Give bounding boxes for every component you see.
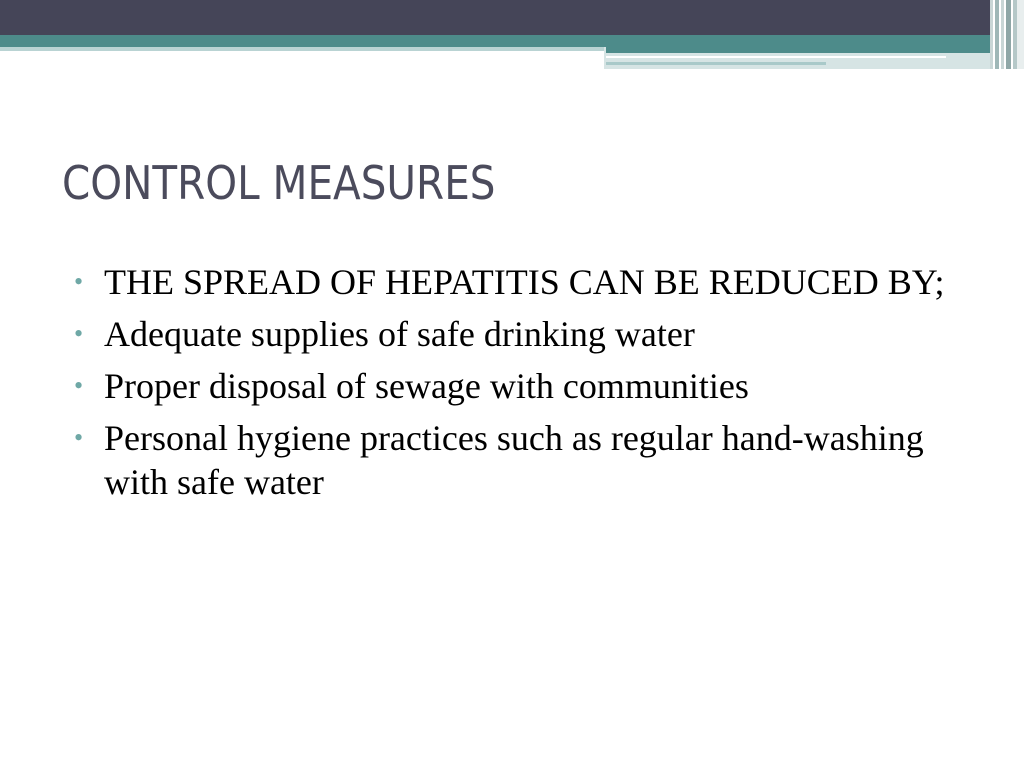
- bullet-dot-icon: •: [74, 423, 84, 452]
- bullet-text: Proper disposal of sewage with communities: [104, 366, 749, 406]
- bullet-dot-icon: •: [74, 267, 84, 296]
- bullet-item: [72, 260, 972, 304]
- bullet-text: Personal hygiene practices such as regular hand-washing with safe water: [104, 418, 924, 502]
- bullet-item: [72, 312, 972, 356]
- header-right-tab-band: [606, 47, 1024, 53]
- bullet-item: [72, 364, 972, 408]
- bullet-text: THE SPREAD OF HEPATITIS CAN BE REDUCED BY;: [104, 262, 945, 302]
- bullet-item: [72, 416, 972, 504]
- bullet-dot-icon: •: [74, 371, 84, 400]
- header-teal-band: [0, 35, 1024, 47]
- header-right-tab-line: [606, 56, 946, 58]
- header-light-strip: [0, 47, 604, 51]
- bullet-dot-icon: •: [74, 319, 84, 348]
- header-dark-band: [0, 0, 1024, 35]
- bullet-list: [72, 260, 972, 512]
- header-right-tab-line: [606, 62, 826, 65]
- header-corner-stripes: [990, 0, 1024, 69]
- bullet-text: Adequate supplies of safe drinking water: [104, 314, 695, 354]
- slide-title: CONTROL MEASURES: [62, 156, 496, 210]
